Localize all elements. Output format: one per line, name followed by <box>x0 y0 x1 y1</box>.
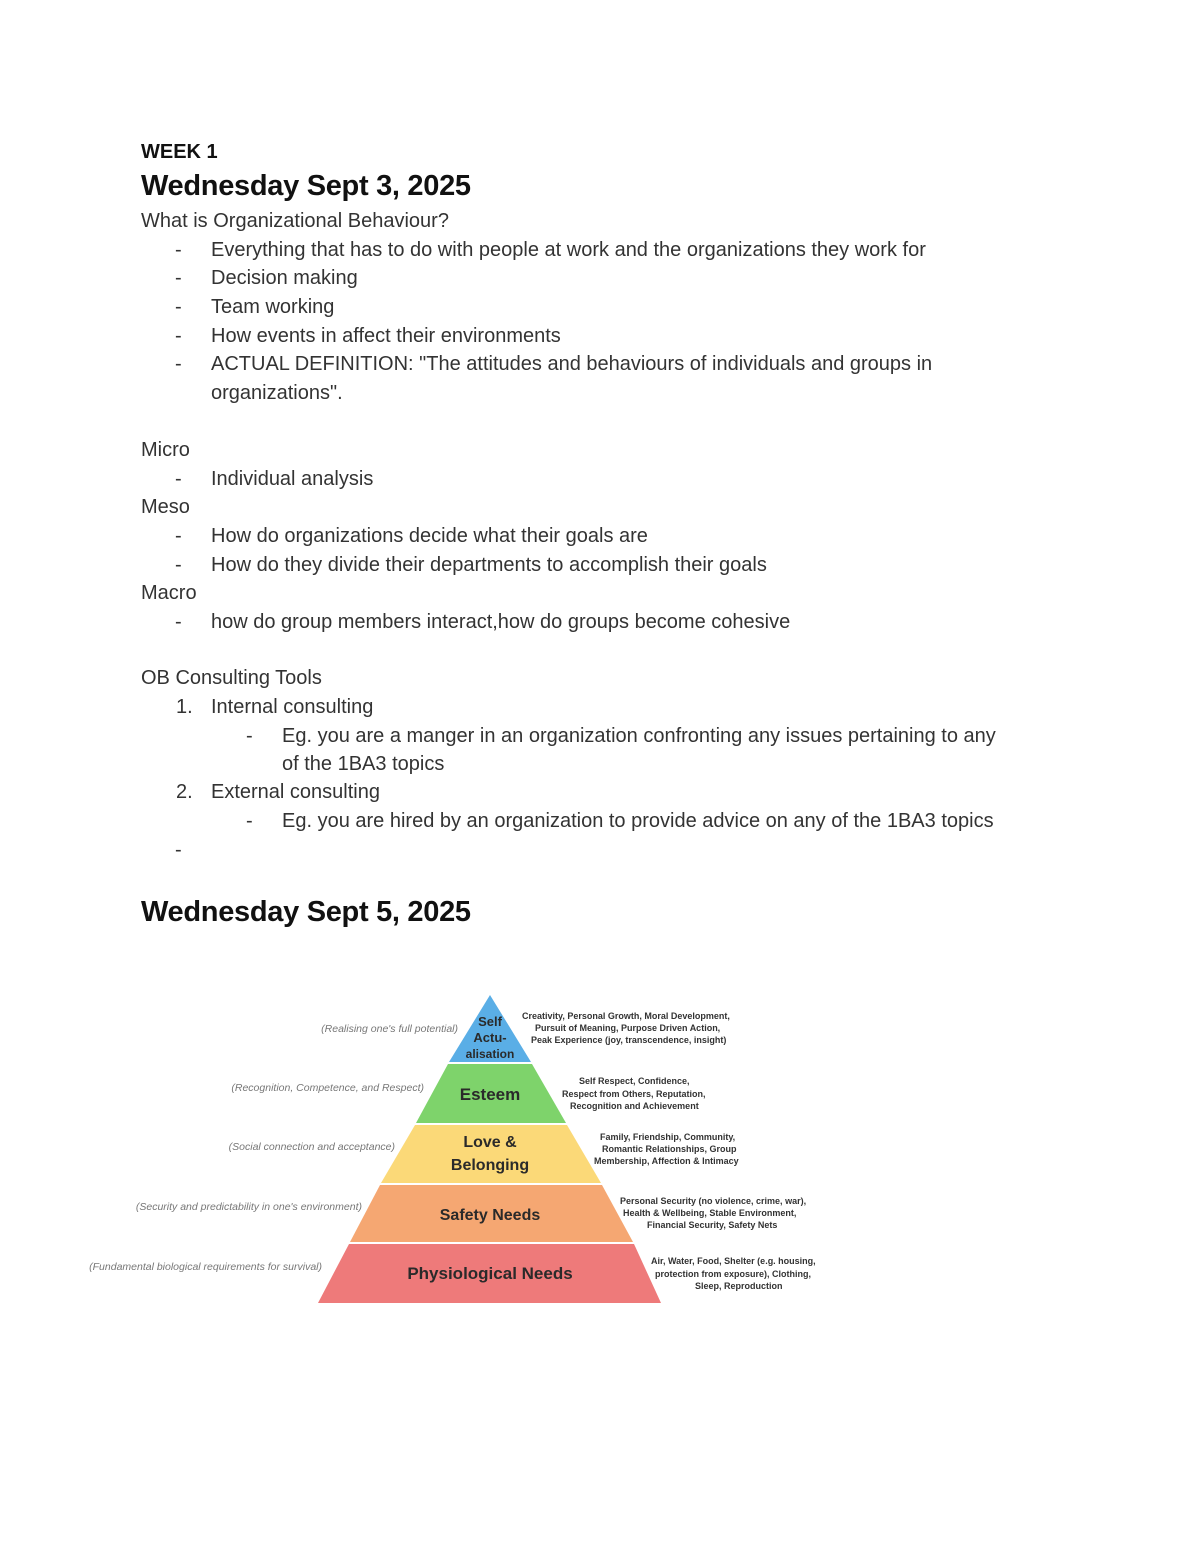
sub-list-item-continuation: of the 1BA3 topics <box>282 753 445 775</box>
tier-left-note: (Security and predictability in one's environment) <box>135 1201 362 1213</box>
list-item: How events in affect their environments <box>211 325 561 347</box>
micro-label: Micro <box>141 439 190 461</box>
tier-label-love-line2: Belonging <box>450 1157 530 1174</box>
bullet-dash: - <box>246 725 253 747</box>
tools-title: OB Consulting Tools <box>141 667 322 689</box>
list-item: Individual analysis <box>211 468 374 490</box>
tier-right-note: Peak Experience (joy, transcendence, insight) <box>531 1035 727 1045</box>
tier-right-note: Pursuit of Meaning, Purpose Driven Action, <box>535 1023 721 1033</box>
bullet-dash-empty: - <box>175 839 182 861</box>
list-item: External consulting <box>211 781 380 803</box>
tier-right-note: protection from exposure), Clothing, <box>655 1269 812 1279</box>
list-number: 1. <box>176 696 193 718</box>
tier-left-note: (Realising one's full potential) <box>321 1023 458 1035</box>
tier-left-note: (Social connection and acceptance) <box>228 1141 395 1153</box>
bullet-dash: - <box>175 325 182 347</box>
date-heading-sept-5: Wednesday Sept 5, 2025 <box>141 896 471 928</box>
list-item: ACTUAL DEFINITION: "The attitudes and behaviours of individuals and groups in <box>211 353 933 375</box>
tier-right-note: Respect from Others, Reputation, <box>562 1089 706 1099</box>
sub-list-item: Eg. you are a manger in an organization confronting any issues pertaining to any <box>282 725 996 747</box>
tier-left-note: (Fundamental biological requirements for survival) <box>89 1261 322 1273</box>
tier-right-note: Creativity, Personal Growth, Moral Development, <box>522 1011 730 1021</box>
sub-list-item: Eg. you are hired by an organization to provide advice on any of the 1BA3 topics <box>282 810 994 832</box>
bullet-dash: - <box>175 468 182 490</box>
tier-right-note: Membership, Affection & Intimacy <box>594 1156 739 1166</box>
list-item: How do organizations decide what their goals are <box>211 525 648 547</box>
bullet-dash: - <box>175 353 182 375</box>
bullet-dash: - <box>246 810 253 832</box>
maslow-pyramid-figure <box>89 990 840 1310</box>
tier-label-esteem: Esteem <box>459 1085 521 1104</box>
tier-right-note: Health & Wellbeing, Stable Environment, <box>623 1208 797 1218</box>
tier-label-physiological: Physiological Needs <box>407 1264 573 1283</box>
bullet-dash: - <box>175 554 182 576</box>
list-number: 2. <box>176 781 193 803</box>
tier-label-safety: Safety Needs <box>439 1207 541 1224</box>
tier-left-note: (Recognition, Competence, and Respect) <box>231 1082 424 1094</box>
bullet-dash: - <box>175 296 182 318</box>
list-item: How do they divide their departments to accomplish their goals <box>211 554 767 576</box>
tier-right-note: Financial Security, Safety Nets <box>647 1220 778 1230</box>
list-item: how do group members interact,how do groups become cohesive <box>211 611 791 633</box>
tier-label-self-line2: Actu- <box>473 1030 507 1045</box>
tier-right-note: Personal Security (no violence, crime, war), <box>620 1196 807 1206</box>
bullet-dash: - <box>175 239 182 261</box>
tier-right-note: Recognition and Achievement <box>570 1101 699 1111</box>
tier-right-note: Romantic Relationships, Group <box>602 1144 737 1154</box>
tier-right-note: Family, Friendship, Community, <box>600 1132 736 1142</box>
list-item: Team working <box>211 296 335 318</box>
week-label: WEEK 1 <box>141 141 218 163</box>
macro-label: Macro <box>141 582 197 604</box>
bullet-dash: - <box>175 611 182 633</box>
bullet-dash: - <box>175 267 182 289</box>
date-heading-sept-3: Wednesday Sept 3, 2025 <box>141 170 471 202</box>
list-item: Everything that has to do with people at work and the organizations they work for <box>211 239 926 261</box>
meso-label: Meso <box>141 496 190 518</box>
list-item: Internal consulting <box>211 696 374 718</box>
tier-label-love-line1: Love & <box>463 1134 517 1151</box>
bullet-dash: - <box>175 525 182 547</box>
list-item: Decision making <box>211 267 358 289</box>
tier-right-note: Self Respect, Confidence, <box>579 1076 690 1086</box>
list-item-continuation: organizations". <box>211 382 343 404</box>
tier-label-self-line3: alisation <box>465 1047 515 1061</box>
tier-label-self-line1: Self <box>478 1014 502 1029</box>
question-line: What is Organizational Behaviour? <box>141 210 449 232</box>
tier-right-note: Sleep, Reproduction <box>695 1281 783 1291</box>
tier-right-note: Air, Water, Food, Shelter (e.g. housing, <box>651 1256 816 1266</box>
